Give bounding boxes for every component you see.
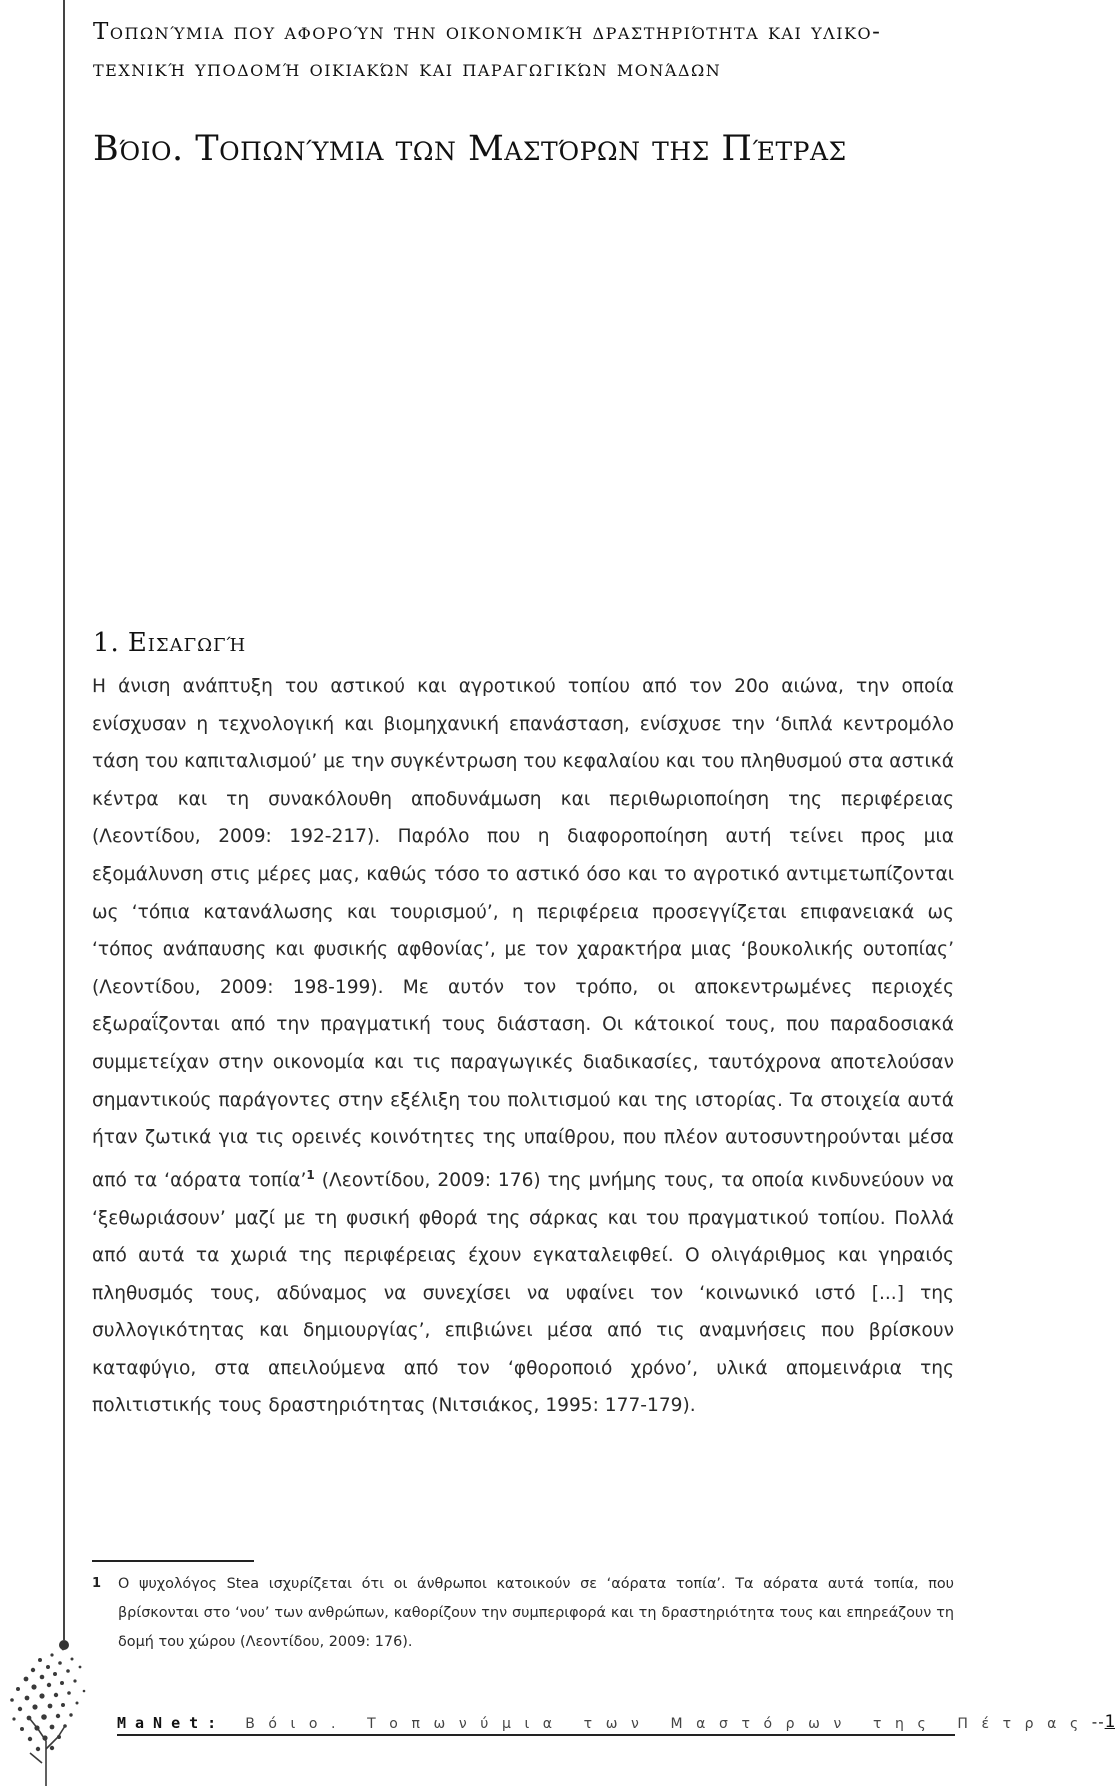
- footnote: [92, 1570, 954, 1657]
- page-header: [93, 14, 953, 172]
- page-number-dash: --: [1091, 1713, 1105, 1731]
- chapter-title: Βόιο. Τοπωνύμια των Μαστόρων της Πέτρας: [93, 129, 847, 169]
- footnote-text: Ο ψυχολόγος Stea ισχυρίζεται ότι οι άνθρωποι κατοικούν σε ‘αόρατα τοπία’. Τα αόρατα αυτά τοπία, που βρίσκονται στο ‘νου’ των ανθρώπων, καθορίζουν την συμπεριφορά και τη δραστηριότητα τους και επηρεάζουν τη δομή του χώρου (Λεοντίδου, 2009: 176).: [118, 1576, 954, 1650]
- dotted-tree-ornament-icon: [0, 1645, 110, 1786]
- running-title: Βόιο. Τοπωνύμια των Μαστόρων της Πέτρας: [245, 1716, 1092, 1732]
- footnote-separator: [92, 1560, 254, 1562]
- page-footer: [117, 1706, 1115, 1736]
- footer-left: [117, 1714, 1092, 1732]
- margin-vertical-rule: [63, 0, 65, 1640]
- section-title: Εισαγωγή: [127, 628, 247, 658]
- chapter-supertitle: Τοπωνύμια που αφορούν την οικονομική δραστηριότητα και υλικο-τεχνική υποδομή οικιακών και παραγωγικών μονάδων: [93, 19, 882, 82]
- footnote-reference[interactable]: 1: [306, 1167, 315, 1182]
- section-heading: [93, 628, 246, 658]
- paragraph-text-part-2: (Λεοντίδου, 2009: 176) της μνήμης τους, τα οποία κινδυνεύουν να ‘ξεθωριάσουν’ μαζί με τη φυσική φθορά της σάρκας και του πραγματικού τοπίου. Πολλά από αυτά τα χωριά της περιφέρειας έχουν εγκαταλειφθεί. Ο ολιγάριθμος και γηραιός πληθυσμός τους, αδύναμος να συνεχίσει να υφαίνει τον ‘κοινωνικό ιστό [...] της συλλογικότητας και δημιουργίας’, επιβιώνει μέσα από τις αναμνήσεις που βρίσκουν καταφύγιο, στα απειλούμενα από τον ‘φθοροποιό χρόνο’, υλικά απομεινάρια της πολιτιστικής τους δραστηριότητας (Νιτσιάκος, 1995: 177-179).: [92, 1169, 954, 1417]
- footnote-mark: 1: [92, 1576, 102, 1591]
- body-paragraph: [92, 668, 954, 1425]
- page-number-value: 1: [1104, 1712, 1115, 1732]
- page-number: [1092, 1712, 1115, 1732]
- paragraph-text-part-1: Η άνιση ανάπτυξη του αστικού και αγροτικού τοπίου από τον 20ο αιώνα, την οποία ενίσχυσαν η τεχνολογική και βιομηχανική επανάσταση, ενίσχυσε την ‘διπλά κεντρομόλο τάση του καπιταλισμού’ με την συγκέντρωση του κεφαλαίου και του πληθυσμού στα αστικά κέντρα και τη συνακόλουθη αποδυνάμωση και περιθωριοποίηση της περιφέρειας (Λεοντίδου, 2009: 192-217). Παρόλο που η διαφοροποίηση αυτή τείνει προς μια εξομάλυνση στις μέρες μας, καθώς τόσο το αστικό όσο και το αγροτικό αντιμετωπίζονται ως ‘τόπια κατανάλωσης και τουρισμού’, η περιφέρεια προσεγγίζεται επιφανειακά ως ‘τόπος ανάπαυσης και φυσικής αφθονίας’, με τον χαρακτήρα μιας ‘βουκολικής ουτοπίας’ (Λεοντίδου, 2009: 198-199). Με αυτόν τον τρόπο, οι αποκεντρωμένες περιοχές εξωραΐζονται από την πραγματική τους διάσταση. Οι κάτοικοί τους, που παραδοσιακά συμμετείχαν στην οικονομία και τις παραγωγικές διαδικασίες, ταυτόχρονα αποτελούσαν σημαντικούς παράγοντες στην εξέλιξη του πολιτισμού και της ιστορίας. Τα στοιχεία αυτά ήταν ζωτικά για τις ορεινές κοινότητες της υπαίθρου, που πλέον αυτοσυντηρούνται μέσα από τα ‘αόρατα τοπία’: [92, 676, 954, 1191]
- journal-brand: MaNet:: [117, 1714, 226, 1732]
- section-number: 1.: [93, 628, 120, 658]
